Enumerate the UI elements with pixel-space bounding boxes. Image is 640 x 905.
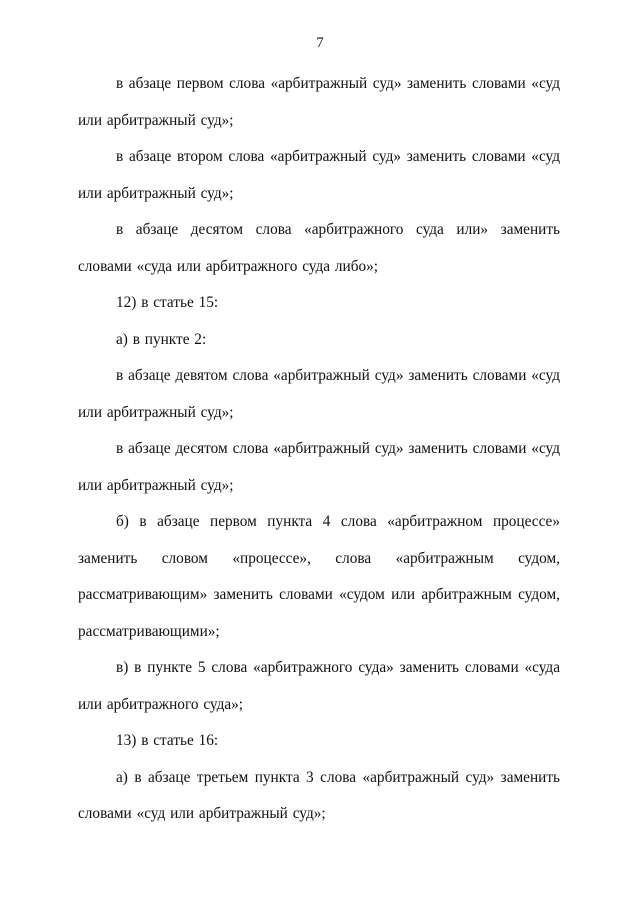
paragraph-amend-tenth-abzac-2: в абзаце десятом слова «арбитражный суд» заменить словами «суд или арбитражный суд»;	[78, 440, 560, 494]
paragraph-article-16-point-3: а) в абзаце третьем пункта 3 слова «арбитражный суд» заменить словами «суд или арбитражный суд»;	[78, 768, 560, 822]
paragraph-article-16-heading: 13) в статье 16:	[116, 732, 219, 749]
paragraph-amend-first-abzac: в абзаце первом слова «арбитражный суд» заменить словами «суд или арбитражный суд»;	[78, 75, 560, 129]
paragraph-amend-tenth-abzac: в абзаце десятом слова «арбитражного суда или» заменить словами «суда или арбитражного суда либо»;	[78, 221, 560, 275]
paragraph-article-15-point-4: б) в абзаце первом пункта 4 слова «арбитражном процессе» заменить словом «процессе», слова «арбитражным судом, рассматривающим» заменить словами «судом или арбитражным судом, рассматривающими»;	[78, 513, 560, 640]
page-number: 7	[316, 35, 324, 51]
paragraph-article-15-point-2: а) в пункте 2:	[116, 330, 207, 348]
paragraph-amend-second-abzac: в абзаце втором слова «арбитражный суд» заменить словами «суд или арбитражный суд»;	[78, 148, 560, 202]
paragraph-article-15-heading: 12) в статье 15:	[116, 294, 219, 311]
paragraph-amend-ninth-abzac: в абзаце девятом слова «арбитражный суд» заменить словами «суд или арбитражный суд»;	[78, 367, 560, 421]
document-body	[78, 66, 560, 833]
paragraph-article-15-point-5: в) в пункте 5 слова «арбитражного суда» заменить словами «суда или арбитражного суда»;	[78, 659, 560, 713]
